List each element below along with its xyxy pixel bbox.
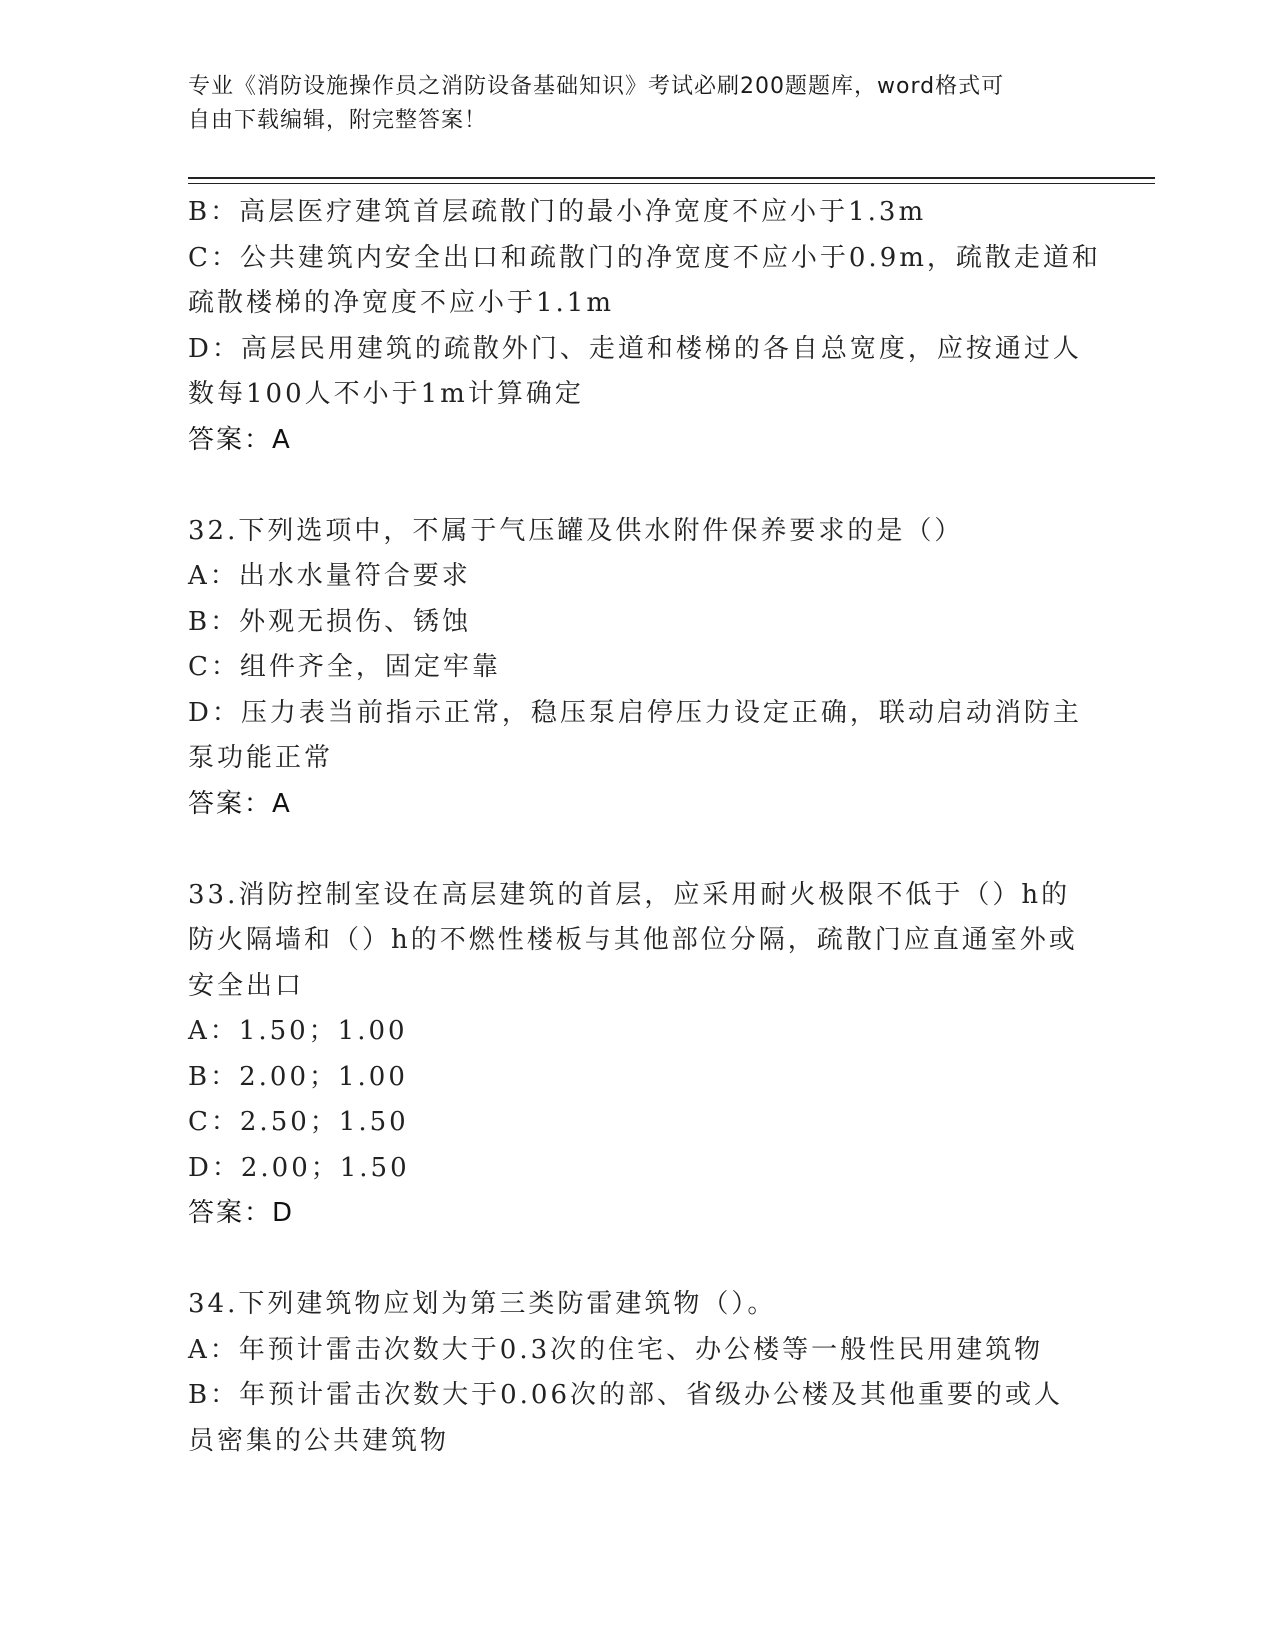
question-32 (188, 509, 1088, 828)
option-a: A：1.50；1.00 (188, 1016, 408, 1046)
option-d-line-2: 泵功能正常 (188, 743, 334, 773)
option-d-line-1: D：压力表当前指示正常，稳压泵启停压力设定正确，联动启动消防主 (188, 697, 1082, 728)
option-c-line-2: 疏散楼梯的净宽度不应小于1.1m (188, 288, 615, 318)
option-b-line-2: 员密集的公共建筑物 (188, 1425, 450, 1456)
spacer (188, 827, 1088, 873)
option-d: D：2.00；1.50 (188, 1152, 410, 1183)
question-stem: 32.下列选项中，不属于气压罐及供水附件保养要求的是（） (188, 515, 964, 546)
option-a: A：出水水量符合要求 (188, 561, 471, 591)
option-b-line-1: B：年预计雷击次数大于0.06次的部、省级办公楼及其他重要的或人 (188, 1380, 1063, 1410)
document-header (188, 70, 1088, 138)
option-b: B：2.00；1.00 (188, 1061, 408, 1092)
spacer (188, 463, 1088, 509)
answer: 答案：D (188, 1198, 295, 1228)
header-title-line-1: 专业《消防设施操作员之消防设备基础知识》考试必刷200题题库，word格式可 (188, 74, 1005, 99)
header-divider-thick (188, 177, 1155, 179)
spacer (188, 1237, 1088, 1283)
answer: 答案：A (188, 788, 292, 819)
question-34 (188, 1282, 1088, 1464)
option-d-line-2: 数每100人不小于1m计算确定 (188, 379, 584, 409)
option-c-line-1: C：公共建筑内安全出口和疏散门的净宽度不应小于0.9m，疏散走道和 (188, 242, 1101, 273)
question-stem-line-2: 防火隔墙和（）h的不燃性楼板与其他部位分隔，疏散门应直通室外或 (188, 925, 1078, 955)
header-title-line-2: 自由下载编辑，附完整答案！ (188, 108, 488, 133)
option-b: B：外观无损伤、锈蚀 (188, 606, 472, 637)
option-b: B：高层医疗建筑首层疏散门的最小净宽度不应小于1.3m (188, 197, 927, 227)
option-c: C：组件齐全，固定牢靠 (188, 652, 501, 682)
question-stem-line-1: 33.消防控制室设在高层建筑的首层，应采用耐火极限不低于（）h的 (188, 879, 1071, 910)
question-33 (188, 873, 1088, 1237)
question-stem: 34.下列建筑物应划为第三类防雷建筑物（）。 (188, 1289, 777, 1319)
question-31-continued (188, 190, 1101, 463)
answer: 答案：A (188, 424, 292, 455)
header-divider-thin (188, 183, 1155, 184)
option-c: C：2.50；1.50 (188, 1107, 409, 1137)
option-a: A：年预计雷击次数大于0.3次的住宅、办公楼等一般性民用建筑物 (188, 1334, 1044, 1365)
document-body (188, 190, 1101, 1464)
option-d-line-1: D：高层民用建筑的疏散外门、走道和楼梯的各自总宽度，应按通过人 (188, 333, 1082, 364)
question-stem-line-3: 安全出口 (188, 970, 305, 1001)
